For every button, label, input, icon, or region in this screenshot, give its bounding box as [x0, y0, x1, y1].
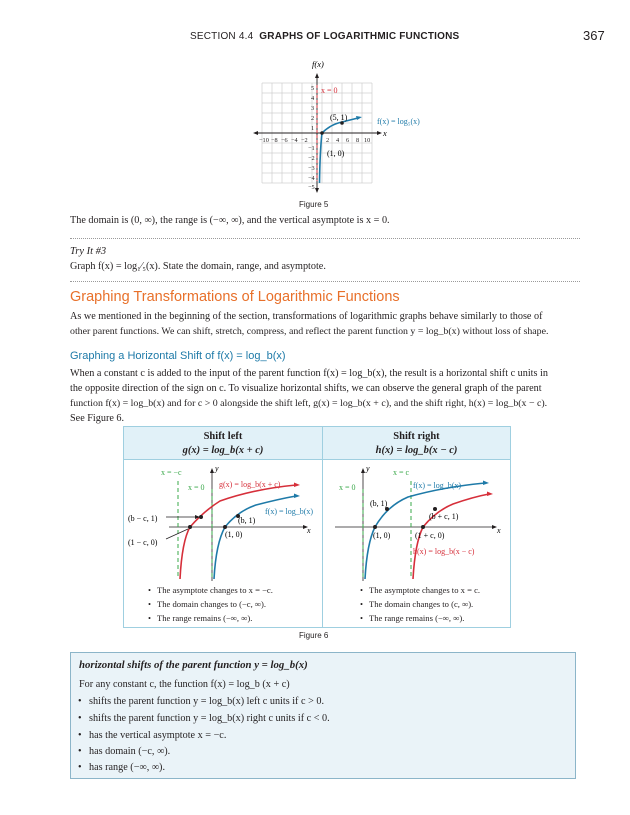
svg-text:f(x) = log_b(x): f(x) = log_b(x) [413, 481, 462, 490]
svg-text:−6: −6 [281, 137, 288, 144]
figure-6-table [123, 426, 511, 628]
svg-text:4: 4 [336, 137, 340, 144]
svg-text:3: 3 [311, 105, 315, 112]
svg-text:(b, 1): (b, 1) [370, 499, 388, 508]
svg-text:−3: −3 [308, 165, 315, 172]
svg-text:x = −c: x = −c [161, 468, 182, 477]
left-bullet-3: • The range remains (−∞, ∞). [157, 613, 252, 623]
svg-text:x = 0: x = 0 [188, 483, 205, 492]
svg-text:(b, 1): (b, 1) [238, 516, 256, 525]
svg-text:8: 8 [356, 137, 360, 144]
svg-text:−2: −2 [301, 137, 308, 144]
subsection-heading: Graphing a Horizontal Shift of f(x) = log_b(x) [70, 350, 286, 362]
svg-text:−8: −8 [271, 137, 278, 144]
figure-5-graph [250, 55, 420, 205]
svg-text:x = c: x = c [393, 468, 410, 477]
svg-text:1: 1 [311, 125, 315, 132]
shift-right-graph [323, 461, 510, 583]
function-label: f(x) = log₅(x) [377, 117, 420, 126]
box-title: horizontal shifts of the parent function y = log_b(x) [79, 659, 308, 671]
box-bullet-3: • has the vertical asymptote x = −c. [89, 730, 226, 741]
svg-text:5: 5 [311, 85, 315, 92]
sub-line-3: function f(x) = log_b(x) and for c > 0 alongside the shift left, g(x) = log_b(x + c), and the shift right, h(x) = log_b(x − c). [70, 398, 548, 409]
try-it-title: Try It #3 [70, 246, 107, 257]
divider [70, 238, 580, 239]
svg-text:h(x) = log_b(x − c): h(x) = log_b(x − c) [413, 547, 475, 556]
figure-5-caption: Figure 5 [299, 200, 329, 209]
svg-text:(1 − c, 0): (1 − c, 0) [128, 538, 158, 547]
svg-text:(1 + c, 0): (1 + c, 0) [415, 531, 445, 540]
svg-text:−5: −5 [308, 184, 315, 191]
key-concept-box [70, 652, 576, 779]
divider [70, 281, 580, 282]
shift-left-graph [124, 461, 322, 583]
box-bullet-2: • shifts the parent function y = log_b(x) right c units if c < 0. [89, 713, 330, 724]
svg-text:(b + c, 1): (b + c, 1) [429, 512, 459, 521]
svg-text:4: 4 [311, 95, 315, 102]
try-it-text: Graph f(x) = log₁⁄₅(x). State the domain, range, and asymptote. [70, 261, 326, 272]
x-axis-label: x [383, 128, 387, 138]
point-label-1-0: (1, 0) [327, 149, 345, 158]
svg-text:f(x) = log_b(x): f(x) = log_b(x) [265, 507, 314, 516]
point-label-5-1: (5, 1) [330, 113, 348, 122]
sub-line-4: See Figure 6. [70, 413, 125, 424]
intro-line-1: As we mentioned in the beginning of the section, transformations of logarithmic graphs behave similarly to those of [70, 311, 543, 322]
box-bullet-5: • has range (−∞, ∞). [89, 762, 165, 773]
sub-line-2: the opposite direction of the sign on c. To visualize horizontal shifts, we can observe the general graph of the parent [70, 383, 542, 394]
left-bullet-1: • The asymptote changes to x = −c. [157, 585, 273, 595]
svg-text:−1: −1 [308, 145, 315, 152]
asymptote-label: x = 0 [321, 86, 338, 95]
intro-line-2: other parent functions. We can shift, stretch, compress, and reflect the parent function y = log_b(x) without loss of shape. [70, 326, 549, 337]
svg-text:(1, 0): (1, 0) [373, 531, 391, 540]
svg-text:(1, 0): (1, 0) [225, 530, 243, 539]
svg-text:x: x [497, 526, 501, 535]
svg-text:(b − c, 1): (b − c, 1) [128, 514, 158, 523]
svg-text:−4: −4 [291, 137, 298, 144]
svg-text:10: 10 [364, 137, 371, 144]
sub-line-1: When a constant c is added to the input of the parent function f(x) = log_b(x), the result is a horizontal shift c units in [70, 368, 548, 379]
shift-right-header: Shift right h(x) = log_b(x − c) [323, 427, 510, 460]
box-bullet-1: • shifts the parent function y = log_b(x) left c units if c > 0. [89, 696, 324, 707]
svg-text:2: 2 [311, 115, 315, 122]
svg-text:2: 2 [326, 137, 330, 144]
right-bullet-3: • The range remains (−∞, ∞). [369, 613, 464, 623]
svg-text:g(x) = log_b(x + c): g(x) = log_b(x + c) [219, 480, 281, 489]
left-bullet-2: • The domain changes to (−c, ∞). [157, 599, 266, 609]
svg-text:−10: −10 [259, 137, 269, 144]
svg-text:y: y [366, 464, 370, 473]
shift-left-header: Shift left g(x) = log_b(x + c) [124, 427, 322, 460]
running-header [190, 31, 459, 42]
svg-text:x: x [307, 526, 311, 535]
box-line-1: For any constant c, the function f(x) = log_b (x + c) [79, 679, 290, 690]
right-bullet-2: • The domain changes to (c, ∞). [369, 599, 473, 609]
svg-text:x = 0: x = 0 [339, 483, 356, 492]
section-label: SECTION 4.4 [190, 31, 254, 42]
y-axis-label: f(x) [312, 59, 324, 69]
point-1-0 [320, 131, 324, 135]
svg-text:6: 6 [346, 137, 350, 144]
svg-text:−4: −4 [308, 175, 315, 182]
svg-text:−2: −2 [308, 155, 315, 162]
right-bullet-1: • The asymptote changes to x = c. [369, 585, 480, 595]
figure-6-caption: Figure 6 [299, 631, 329, 640]
svg-text:y: y [215, 464, 219, 473]
domain-statement: The domain is (0, ∞), the range is (−∞, ∞), and the vertical asymptote is x = 0. [70, 215, 390, 226]
box-bullet-4: • has domain (−c, ∞). [89, 746, 170, 757]
section-heading: Graphing Transformations of Logarithmic Functions [70, 289, 400, 305]
page-number: 367 [583, 28, 605, 43]
section-title: GRAPHS OF LOGARITHMIC FUNCTIONS [259, 31, 460, 42]
